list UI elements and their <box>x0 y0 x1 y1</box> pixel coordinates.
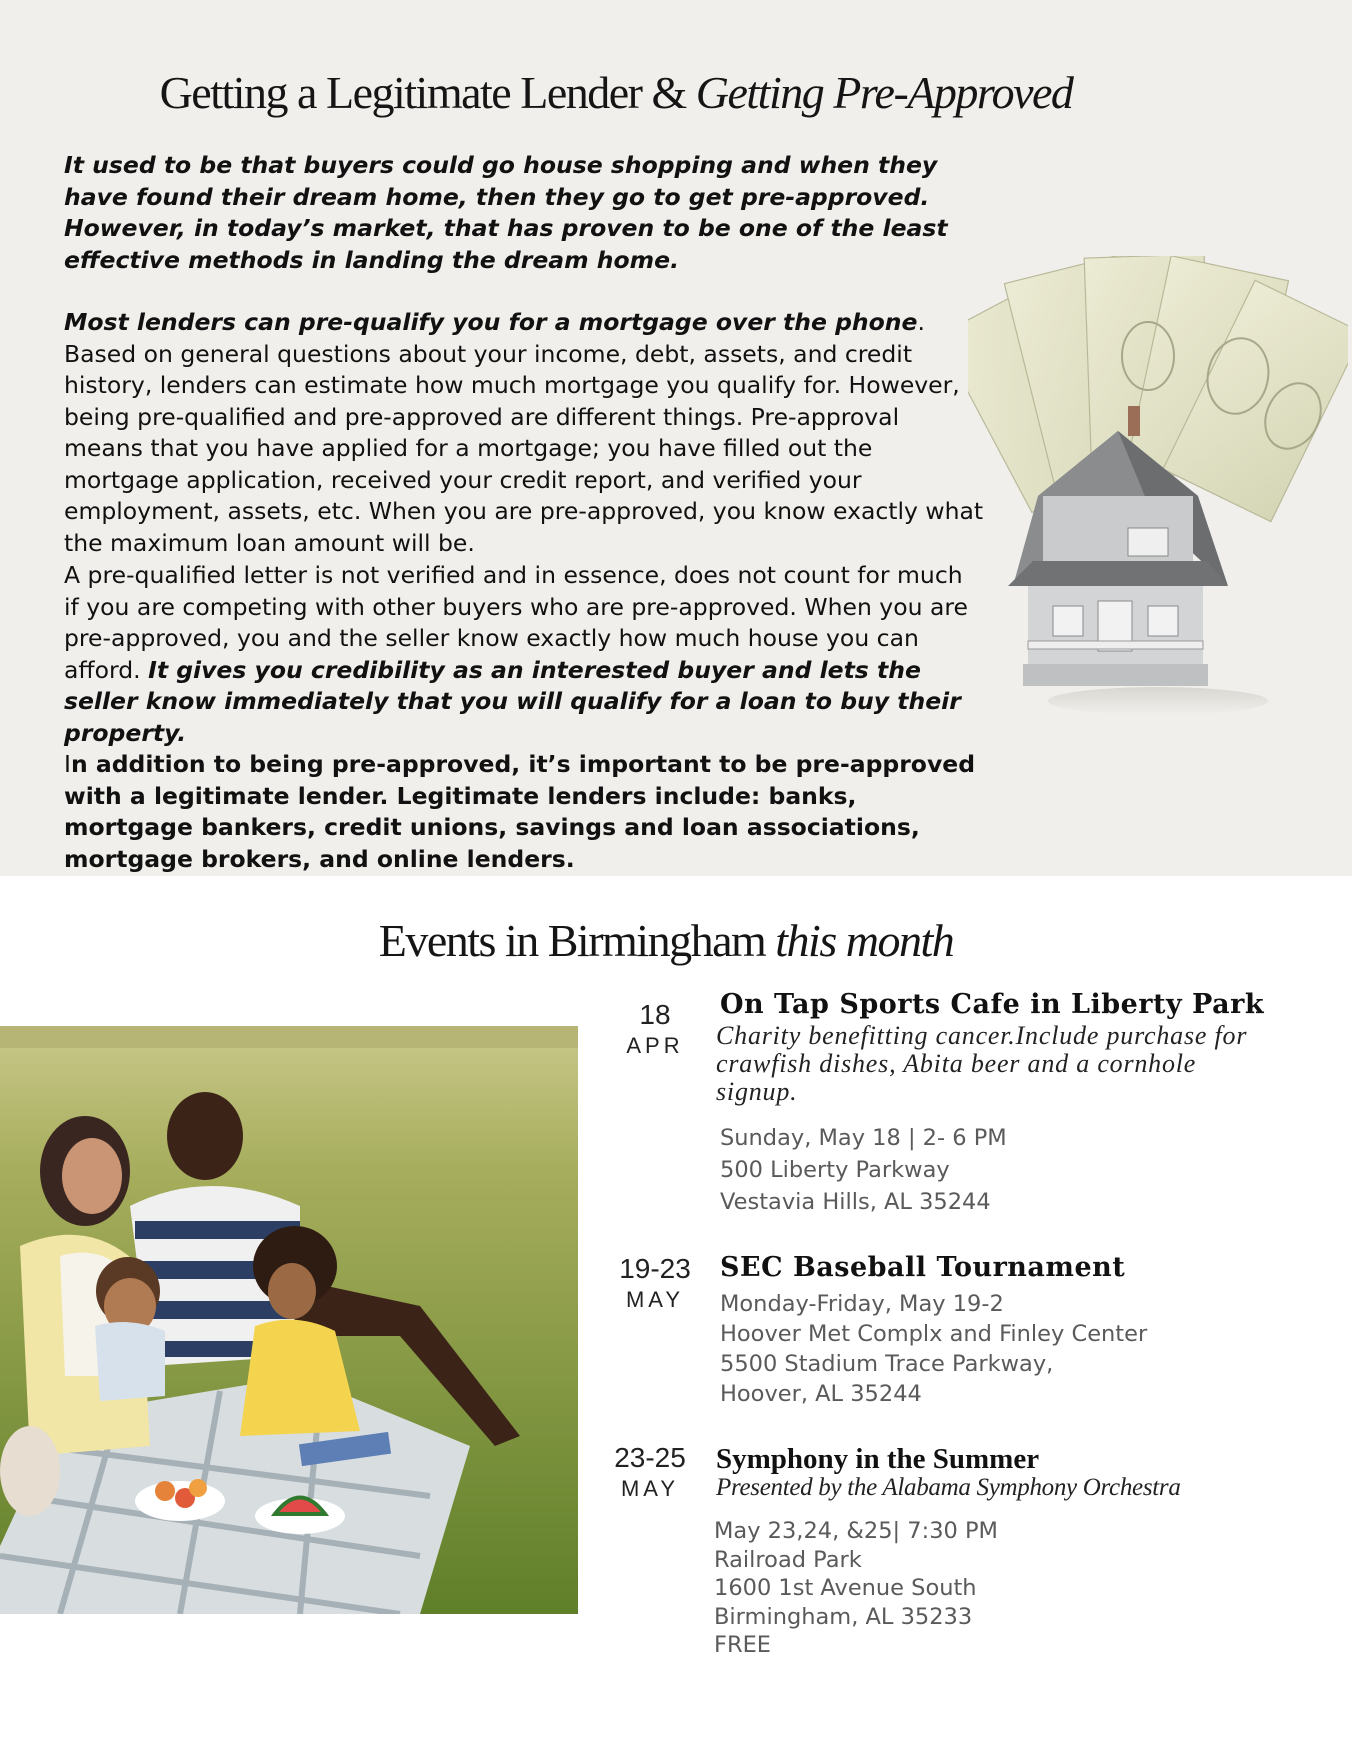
event-1-description: Charity benefitting cancer.Include purchase for crawfish dishes, Abita beer and a cornhole signup. <box>716 1021 1248 1106</box>
event-1-name: On Tap Sports Cafe in Liberty Park <box>720 989 1265 1020</box>
event-2-date: 19-23 MAY <box>619 1253 691 1312</box>
prequalify-paragraph: Most lenders can pre-qualify you for a mortgage over the phone. Based on general questions about your income, debt, assets, and credit history, lenders can estimate how much mortgage you qualify for. However, being pre-qualified and pre-approved are different things. Pre-approval means that you have applied for a mortgage; you have filled out the mortgage application, received your credit report, and verified your employment, assets, etc. When you are pre-approved, you know exactly what the maximum loan amount will be. <box>64 308 984 557</box>
money-house-illustration <box>968 256 1348 736</box>
prequalified-letter-paragraph: A pre-qualified letter is not verified and in essence, does not count for much if you are competing with other buyers who are pre-approved. When you are pre-approved, you and the seller know exactly how much house you can afford. It gives you credibility as an interested buyer and lets the seller know immediately that you will qualify for a loan to buy their property. <box>64 561 968 747</box>
event-3-name: Symphony in the Summer <box>716 1443 1040 1475</box>
event-3-details: May 23,24, &25| 7:30 PM Railroad Park 1600 1st Avenue South Birmingham, AL 35233 FREE <box>714 1518 998 1658</box>
event-1-details: Sunday, May 18 | 2- 6 PM 500 Liberty Parkway Vestavia Hills, AL 35244 <box>720 1125 1007 1215</box>
intro-paragraph: It used to be that buyers could go house shopping and when they have found their dream home, then they go to get pre-approved. However, in today’s market, that has proven to be one of the least effective methods in landing the dream home. <box>64 151 948 274</box>
event-3-date: 23-25 MAY <box>614 1442 686 1501</box>
events-title: Events in Birmingham this month <box>378 915 954 966</box>
event-2-details: Monday-Friday, May 19-2 Hoover Met Complx and Finley Center 5500 Stadium Trace Parkway, Hoover, AL 35244 <box>720 1291 1148 1407</box>
legitimate-lender-paragraph: In addition to being pre-approved, it’s important to be pre-approved with a legitimate lender. Legitimate lenders include: banks, mortgage bankers, credit unions, savings and loan associations, mortgage brokers, and online lenders. <box>64 750 976 873</box>
event-3-description: Presented by the Alabama Symphony Orchestra <box>716 1474 1181 1501</box>
family-picnic-photo <box>0 1026 578 1614</box>
event-1-date: 18 APR <box>626 999 684 1058</box>
article-title: Getting a Legitimate Lender & Getting Pre-Approved <box>159 67 1073 118</box>
event-2-name: SEC Baseball Tournament <box>720 1252 1126 1283</box>
